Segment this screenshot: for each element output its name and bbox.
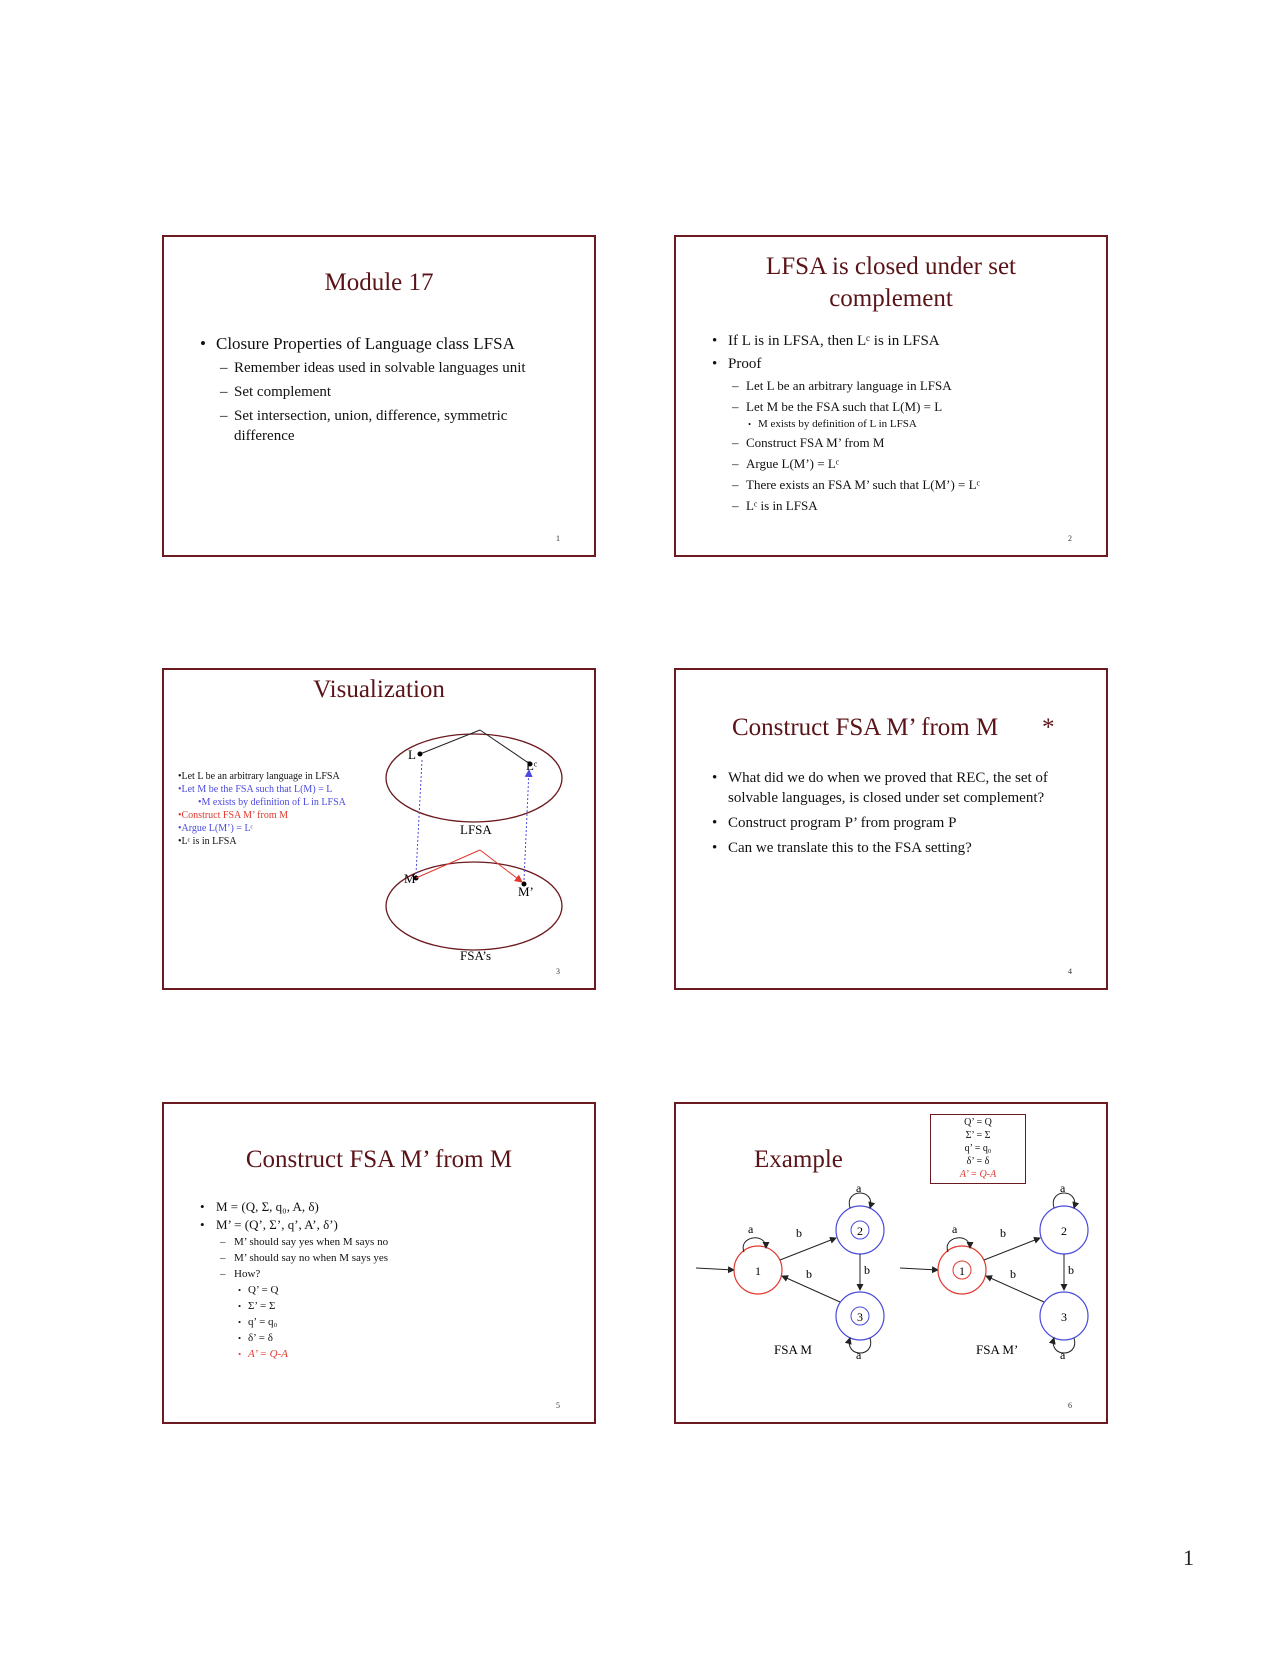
label-a: a xyxy=(748,1222,754,1236)
state-label: 3 xyxy=(1061,1310,1067,1324)
box-line-highlight: A’ = Q-A xyxy=(959,1169,997,1180)
box-line: Q’ = Q xyxy=(964,1117,992,1128)
how-item: • Q’ = Q xyxy=(238,1282,570,1298)
slide-number: 2 xyxy=(1068,534,1072,543)
slide-number: 5 xyxy=(556,1401,560,1410)
note-line: •Construct FSA M’ from M xyxy=(178,810,288,821)
label-a: a xyxy=(856,1181,862,1195)
bullet: • Closure Properties of Language class LFSA xyxy=(200,333,570,355)
note-line: •Lᶜ is in LFSA xyxy=(178,836,237,847)
sub-list xyxy=(200,358,570,446)
state-label: 1 xyxy=(959,1264,965,1278)
bullet: • What did we do when we proved that REC, the set of solvable languages, is closed under set complement? xyxy=(712,768,1082,808)
how-list xyxy=(220,1282,570,1362)
sub-bullet: – M’ should say no when M says yes xyxy=(220,1250,570,1266)
title-star: * xyxy=(1042,714,1055,741)
label-b: b xyxy=(1000,1226,1006,1240)
slide-number: 3 xyxy=(556,967,560,976)
note-line: •Let M be the FSA such that L(M) = L xyxy=(178,784,333,795)
label-lc: Lᶜ xyxy=(526,758,538,773)
state-label: 2 xyxy=(857,1224,863,1238)
state-label: 2 xyxy=(1061,1224,1067,1238)
slide-number: 6 xyxy=(1068,1401,1072,1410)
slide-title: Module 17 xyxy=(324,269,434,296)
slide-4 xyxy=(674,668,1108,990)
sub-bullet: – Remember ideas used in solvable languages unit xyxy=(220,358,544,378)
slide-2 xyxy=(674,235,1108,557)
fsa-m xyxy=(696,1181,884,1362)
visualization-diagram xyxy=(164,670,594,988)
slide-number: 4 xyxy=(1068,967,1072,976)
slide-title: Construct FSA M’ from M xyxy=(245,1146,513,1173)
slide-title: Example xyxy=(754,1146,843,1173)
how-item-highlight: • A’ = Q-A xyxy=(238,1346,570,1362)
label-b: b xyxy=(1010,1267,1016,1281)
arrow-construct xyxy=(480,850,522,882)
label-a: a xyxy=(952,1222,958,1236)
slide-title: LFSA is closed under set complement xyxy=(766,253,1016,312)
label-m: M xyxy=(404,871,416,886)
state-label: 3 xyxy=(857,1310,863,1324)
label-a: a xyxy=(1060,1348,1066,1362)
page-number: 1 xyxy=(1183,1545,1194,1570)
line-m-apex xyxy=(416,850,480,878)
loop-1 xyxy=(743,1238,766,1252)
how-item: • δ’ = δ xyxy=(238,1330,570,1346)
fsa-m-label: FSA M xyxy=(774,1342,812,1357)
slide-3 xyxy=(162,668,596,990)
slide-1 xyxy=(162,235,596,557)
edge-1-2 xyxy=(984,1238,1040,1260)
fsa-mp-label: FSA M’ xyxy=(976,1342,1019,1357)
start-arrow xyxy=(696,1268,734,1270)
label-mp: M’ xyxy=(518,884,534,899)
label-a: a xyxy=(856,1348,862,1362)
slide-6 xyxy=(674,1102,1108,1424)
slide-5 xyxy=(162,1102,596,1424)
proof-step: – Construct FSA M’ from M xyxy=(732,434,1092,452)
slide-number: 1 xyxy=(556,534,560,543)
slide-title: Construct FSA M’ from M xyxy=(732,714,999,741)
fsa-m-prime xyxy=(900,1181,1088,1362)
box-line: Σ’ = Σ xyxy=(965,1130,991,1141)
point-l xyxy=(418,752,423,757)
state-label: 1 xyxy=(755,1264,761,1278)
label-fsas: FSA’s xyxy=(460,948,492,963)
line-l-apex xyxy=(420,730,480,754)
fsa-example-diagram xyxy=(676,1104,1106,1422)
label-b: b xyxy=(864,1263,870,1277)
box-line: q’ = q₀ xyxy=(964,1143,992,1154)
how-item: • Σ’ = Σ xyxy=(238,1298,570,1314)
label-b: b xyxy=(1068,1263,1074,1277)
edge-1-2 xyxy=(780,1238,836,1260)
bullet-list xyxy=(712,768,1082,858)
proof-step: – Let L be an arbitrary language in LFSA xyxy=(732,377,1092,395)
slide-title: Visualization xyxy=(313,676,445,703)
sub-bullet: – How? xyxy=(220,1266,570,1282)
label-lfsa: LFSA xyxy=(460,822,492,837)
bullet: • Proof xyxy=(712,354,1092,374)
bullet-list xyxy=(712,331,1092,515)
proof-detail-item: • M exists by definition of L in LFSA xyxy=(748,416,1092,432)
box-line: δ’ = δ xyxy=(966,1156,990,1167)
note-line: •M exists by definition of L in LFSA xyxy=(198,797,346,808)
proof-step: – Argue L(M’) = Lᶜ xyxy=(732,455,1092,473)
sub-bullet: – Set intersection, union, difference, symmetric difference xyxy=(220,406,554,446)
bullet-list xyxy=(200,333,570,446)
sub-list xyxy=(200,1234,570,1362)
note-line: •Let L be an arbitrary language in LFSA xyxy=(178,771,340,782)
label-b: b xyxy=(806,1267,812,1281)
sub-bullet: – Set complement xyxy=(220,382,570,402)
proof-steps xyxy=(712,377,1092,515)
label-l: L xyxy=(408,747,416,762)
note-line: •Argue L(M’) = Lᶜ xyxy=(178,823,254,834)
label-b: b xyxy=(796,1226,802,1240)
how-item: • q’ = q₀ xyxy=(238,1314,570,1330)
proof-step: – Let M be the FSA such that L(M) = L xyxy=(732,398,1092,416)
bullet: • M = (Q, Σ, q₀, A, δ) xyxy=(200,1198,570,1216)
bullet: • M’ = (Q’, Σ’, q’, A’, δ’) xyxy=(200,1216,570,1234)
label-a: a xyxy=(1060,1181,1066,1195)
proof-step: – There exists an FSA M’ such that L(M’) = Lᶜ xyxy=(732,476,1092,494)
bullet: • If L is in LFSA, then Lᶜ is in LFSA xyxy=(712,331,1092,351)
proof-detail xyxy=(732,416,1092,432)
bullet: • Construct program P’ from program P xyxy=(712,813,1082,833)
proof-step: – Lᶜ is in LFSA xyxy=(732,497,1092,515)
bullet-list xyxy=(200,1198,570,1362)
bullet: • Can we translate this to the FSA setting? xyxy=(712,838,1082,858)
sub-bullet: – M’ should say yes when M says no xyxy=(220,1234,570,1250)
dashed-l-m xyxy=(416,760,422,874)
loop-1 xyxy=(947,1238,970,1252)
start-arrow xyxy=(900,1268,938,1270)
dashed-mp-lc xyxy=(524,770,529,880)
line-apex-lc xyxy=(480,730,530,764)
